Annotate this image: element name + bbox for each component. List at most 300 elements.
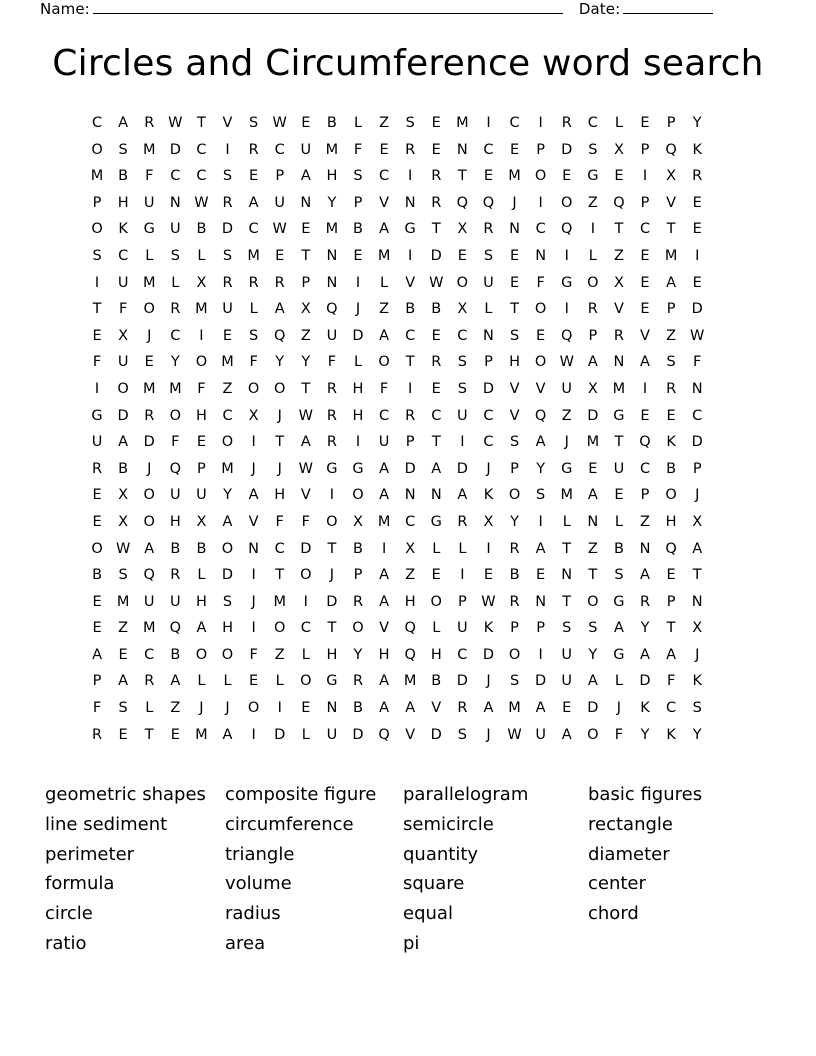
grid-cell[interactable]: M [221,460,234,477]
grid-cell[interactable]: H [509,354,520,371]
grid-cell[interactable]: E [562,168,572,185]
grid-cell[interactable]: X [196,274,207,291]
grid-cell[interactable]: W [194,194,209,211]
grid-cell[interactable]: O [352,620,364,637]
grid-cell[interactable]: B [170,646,181,663]
grid-cell[interactable]: H [274,487,286,504]
grid-cell[interactable]: H [430,646,442,663]
grid-cell[interactable]: E [692,194,702,211]
grid-cell[interactable]: Q [143,567,155,584]
grid-cell[interactable]: J [616,700,622,717]
grid-cell[interactable]: Z [379,115,390,131]
grid-cell[interactable]: K [483,487,494,504]
grid-cell[interactable]: R [405,407,416,424]
grid-cell[interactable]: B [196,221,207,238]
grid-cell[interactable]: D [430,247,442,264]
grid-cell[interactable]: L [145,700,154,717]
grid-cell[interactable]: F [353,141,363,158]
grid-cell[interactable]: M [508,168,521,185]
grid-cell[interactable]: E [249,168,259,185]
grid-cell[interactable]: O [143,513,155,530]
grid-cell[interactable]: S [118,141,128,158]
grid-cell[interactable]: I [251,620,256,637]
grid-cell[interactable]: X [300,301,311,318]
grid-cell[interactable]: E [301,221,311,238]
grid-cell[interactable]: V [640,327,650,344]
grid-cell[interactable]: Q [273,327,286,344]
grid-cell[interactable]: X [196,513,207,530]
grid-cell[interactable]: I [538,646,543,663]
grid-cell[interactable]: J [277,460,282,477]
grid-cell[interactable]: M [142,141,156,158]
grid-cell[interactable]: B [92,567,103,584]
grid-cell[interactable]: G [143,221,155,238]
grid-cell[interactable]: A [248,194,259,211]
grid-cell[interactable]: U [91,434,103,451]
grid-cell[interactable]: C [405,513,416,530]
grid-cell[interactable]: R [274,274,285,291]
grid-cell[interactable]: N [326,274,338,291]
grid-cell[interactable]: A [222,513,233,530]
grid-cell[interactable]: Y [275,354,285,371]
grid-cell[interactable]: B [353,221,363,238]
grid-cell[interactable]: O [247,380,260,397]
grid-cell[interactable]: L [301,646,310,663]
grid-cell[interactable]: Z [613,247,624,264]
grid-cell[interactable]: S [588,141,598,158]
grid-cell[interactable]: N [561,567,573,584]
grid-cell[interactable]: H [665,513,677,530]
word-list-item[interactable]: line sediment [45,813,168,835]
grid-cell[interactable]: O [221,540,234,557]
grid-cell[interactable]: V [405,274,416,291]
grid-cell[interactable]: A [92,646,102,663]
grid-cell[interactable]: E [301,700,311,717]
grid-cell[interactable]: I [460,567,465,584]
grid-cell[interactable]: B [509,567,520,584]
grid-cell[interactable]: E [509,141,520,158]
grid-cell[interactable]: R [352,673,364,690]
grid-cell[interactable]: L [145,247,154,264]
grid-cell[interactable]: P [536,620,546,637]
grid-cell[interactable]: V [379,194,390,211]
grid-cell[interactable]: A [379,567,390,584]
grid-cell[interactable]: D [587,407,599,424]
grid-cell[interactable]: R [431,194,442,211]
grid-cell[interactable]: A [248,487,259,504]
grid-cell[interactable]: I [538,115,543,131]
grid-cell[interactable]: U [170,221,181,238]
grid-cell[interactable]: T [405,354,415,371]
grid-cell[interactable]: C [170,168,181,185]
grid-cell[interactable]: N [404,194,416,211]
grid-cell[interactable]: Y [640,620,650,637]
grid-cell[interactable]: A [561,726,572,743]
grid-cell[interactable]: R [222,194,233,211]
grid-cell[interactable]: G [352,460,364,477]
grid-cell[interactable]: M [90,168,104,185]
grid-cell[interactable]: N [613,354,625,371]
grid-cell[interactable]: K [692,673,702,690]
grid-cell[interactable]: B [170,540,181,557]
grid-cell[interactable]: V [509,407,520,424]
grid-cell[interactable]: X [457,301,468,318]
grid-cell[interactable]: R [613,327,624,344]
grid-cell[interactable]: T [457,168,467,185]
grid-cell[interactable]: Q [665,141,677,158]
word-list-item[interactable]: parallelogram [403,784,529,805]
grid-cell[interactable]: B [405,301,416,318]
grid-cell[interactable]: Y [223,487,232,504]
grid-cell[interactable]: E [222,327,233,344]
grid-cell[interactable]: C [483,407,494,424]
grid-cell[interactable]: H [352,407,364,424]
grid-cell[interactable]: T [92,301,102,318]
grid-cell[interactable]: A [300,168,311,185]
grid-cell[interactable]: J [486,726,491,743]
grid-cell[interactable]: M [247,247,260,264]
grid-cell[interactable]: V [535,380,546,397]
grid-cell[interactable]: P [510,620,519,637]
grid-cell[interactable]: T [196,115,206,131]
grid-cell[interactable]: F [614,726,624,743]
grid-cell[interactable]: O [300,673,312,690]
grid-cell[interactable]: E [692,274,702,291]
grid-cell[interactable]: M [169,380,182,397]
grid-cell[interactable]: N [326,700,338,717]
grid-cell[interactable]: J [277,407,282,424]
grid-cell[interactable]: O [91,141,103,158]
grid-cell[interactable]: Y [640,726,650,743]
grid-cell[interactable]: G [587,168,599,185]
grid-cell[interactable]: O [508,646,521,663]
grid-cell[interactable]: R [666,380,677,397]
grid-cell[interactable]: E [483,168,494,185]
grid-cell[interactable]: I [251,434,256,451]
grid-cell[interactable]: R [561,115,572,131]
grid-cell[interactable]: E [431,141,441,158]
grid-cell[interactable]: I [642,168,648,185]
grid-cell[interactable]: O [117,380,129,397]
grid-cell[interactable]: J [251,460,256,477]
grid-cell[interactable]: G [561,460,573,477]
grid-cell[interactable]: P [301,274,311,291]
grid-cell[interactable]: A [535,540,546,557]
grid-cell[interactable]: M [456,115,469,131]
grid-cell[interactable]: C [457,327,468,344]
grid-cell[interactable]: O [508,487,521,504]
grid-cell[interactable]: V [431,700,442,717]
grid-cell[interactable]: U [170,593,181,610]
grid-cell[interactable]: B [196,540,207,557]
grid-cell[interactable]: Y [327,194,337,211]
grid-cell[interactable]: R [405,141,416,158]
grid-cell[interactable]: O [91,540,103,557]
word-list-item[interactable]: circle [45,903,93,925]
grid-cell[interactable]: C [144,646,155,663]
grid-cell[interactable]: X [692,513,703,530]
grid-cell[interactable]: E [640,407,650,424]
grid-cell[interactable]: Z [561,407,572,424]
grid-cell[interactable]: Z [587,540,598,557]
grid-cell[interactable]: R [639,593,651,610]
grid-cell[interactable]: K [640,700,650,717]
word-list-item[interactable]: semicircle [403,813,494,835]
grid-cell[interactable]: J [199,700,204,717]
grid-cell[interactable]: C [457,646,468,663]
grid-cell[interactable]: E [170,726,180,743]
grid-cell[interactable]: O [326,513,338,530]
grid-cell[interactable]: S [483,247,494,264]
grid-cell[interactable]: Q [665,540,677,557]
grid-cell[interactable]: Q [404,620,416,637]
grid-cell[interactable]: U [143,593,155,610]
grid-cell[interactable]: X [248,407,259,424]
grid-cell[interactable]: Q [639,434,651,451]
grid-cell[interactable]: O [169,407,182,424]
grid-cell[interactable]: Q [169,460,182,477]
grid-cell[interactable]: D [352,327,364,344]
grid-cell[interactable]: A [144,540,155,557]
word-list-item[interactable]: diameter [588,843,670,865]
grid-cell[interactable]: X [692,620,703,637]
grid-cell[interactable]: S [614,567,624,584]
grid-cell[interactable]: T [614,221,624,238]
grid-cell[interactable]: U [117,354,129,371]
grid-cell[interactable]: N [300,194,312,211]
grid-cell[interactable]: L [197,247,206,264]
grid-cell[interactable]: R [587,301,598,318]
grid-cell[interactable]: L [197,673,206,690]
grid-cell[interactable]: C [535,221,546,238]
grid-cell[interactable]: S [509,673,520,690]
grid-cell[interactable]: C [379,168,390,185]
grid-cell[interactable]: J [695,487,700,504]
grid-cell[interactable]: E [431,380,441,397]
grid-cell[interactable]: E [640,115,650,131]
grid-cell[interactable]: A [535,700,546,717]
grid-cell[interactable]: G [430,513,442,530]
word-list-item[interactable]: rectangle [588,813,673,835]
grid-cell[interactable]: F [327,354,337,371]
grid-cell[interactable]: I [355,274,361,291]
grid-cell[interactable]: T [431,434,441,451]
grid-cell[interactable]: E [92,513,102,530]
grid-cell[interactable]: A [118,673,129,690]
grid-cell[interactable]: B [666,460,677,477]
grid-cell[interactable]: L [614,513,623,530]
grid-cell[interactable]: F [693,354,702,371]
grid-cell[interactable]: I [329,487,335,504]
grid-cell[interactable]: E [379,141,389,158]
grid-cell[interactable]: G [326,673,338,690]
grid-cell[interactable]: R [483,221,494,238]
grid-cell[interactable]: I [303,593,308,610]
grid-cell[interactable]: D [404,460,416,477]
grid-cell[interactable]: U [222,301,233,318]
grid-cell[interactable]: M [142,620,156,637]
grid-cell[interactable]: Z [640,513,650,530]
grid-cell[interactable]: V [379,620,390,637]
grid-cell[interactable]: N [587,513,599,530]
grid-cell[interactable]: W [481,593,496,610]
grid-cell[interactable]: O [587,593,599,610]
grid-cell[interactable]: G [404,221,416,238]
grid-cell[interactable]: I [408,380,413,397]
grid-cell[interactable]: R [326,407,337,424]
grid-cell[interactable]: X [353,513,363,530]
grid-cell[interactable]: R [248,274,259,291]
grid-cell[interactable]: S [222,247,233,264]
grid-cell[interactable]: P [666,115,676,131]
grid-cell[interactable]: S [222,593,233,610]
grid-cell[interactable]: X [587,380,598,397]
grid-cell[interactable]: A [692,540,703,557]
grid-cell[interactable]: L [197,567,206,584]
grid-cell[interactable]: W [298,460,313,477]
name-write-line[interactable] [93,13,563,14]
grid-cell[interactable]: A [457,487,468,504]
grid-cell[interactable]: D [326,593,338,610]
grid-cell[interactable]: Y [692,726,702,743]
grid-cell[interactable]: J [695,646,700,663]
grid-cell[interactable]: Z [274,646,285,663]
grid-cell[interactable]: E [431,327,441,344]
grid-cell[interactable]: S [457,354,467,371]
grid-cell[interactable]: P [666,301,676,318]
grid-cell[interactable]: F [666,673,676,690]
grid-cell[interactable]: C [639,221,651,238]
grid-cell[interactable]: E [692,221,702,238]
grid-cell[interactable]: J [147,460,152,477]
word-search-grid[interactable] [84,110,736,748]
grid-cell[interactable]: Y [588,646,598,663]
grid-cell[interactable]: S [118,700,128,717]
grid-cell[interactable]: U [561,673,573,690]
grid-cell[interactable]: X [666,168,677,185]
grid-cell[interactable]: O [534,168,547,185]
grid-cell[interactable]: I [381,540,387,557]
grid-cell[interactable]: T [510,301,519,318]
grid-cell[interactable]: B [326,115,337,131]
grid-cell[interactable]: A [379,460,390,477]
grid-cell[interactable]: R [431,168,442,185]
grid-cell[interactable]: J [355,301,361,318]
grid-cell[interactable]: Z [587,194,598,211]
grid-cell[interactable]: Q [534,407,547,424]
grid-cell[interactable]: P [692,460,702,477]
word-list-item[interactable]: equal [403,903,453,925]
grid-cell[interactable]: I [460,434,465,451]
grid-cell[interactable]: L [353,354,363,371]
grid-cell[interactable]: C [91,115,103,131]
grid-cell[interactable]: O [561,194,573,211]
grid-cell[interactable]: G [91,407,103,424]
grid-cell[interactable]: W [429,274,444,291]
word-list-item[interactable]: formula [45,873,115,895]
grid-cell[interactable]: X [457,221,468,238]
grid-cell[interactable]: S [457,380,467,397]
grid-cell[interactable]: L [588,247,597,264]
grid-cell[interactable]: I [408,247,413,264]
grid-cell[interactable]: D [143,434,155,451]
grid-cell[interactable]: E [196,434,206,451]
grid-cell[interactable]: U [326,327,338,344]
grid-cell[interactable]: B [431,673,442,690]
grid-cell[interactable]: C [274,540,285,557]
grid-cell[interactable]: O [221,646,234,663]
grid-cell[interactable]: F [145,168,154,185]
grid-cell[interactable]: V [300,487,311,504]
grid-cell[interactable]: E [144,354,154,371]
word-list-item[interactable]: pi [403,932,420,954]
grid-cell[interactable]: U [378,434,390,451]
grid-cell[interactable]: E [640,247,650,264]
grid-cell[interactable]: B [118,460,129,477]
grid-cell[interactable]: M [221,354,234,371]
grid-cell[interactable]: O [195,646,208,663]
grid-cell[interactable]: T [144,726,154,743]
grid-cell[interactable]: T [275,567,285,584]
grid-cell[interactable]: X [118,487,129,504]
grid-cell[interactable]: I [486,115,491,131]
grid-cell[interactable]: V [405,726,416,743]
grid-cell[interactable]: K [666,434,676,451]
grid-cell[interactable]: S [405,115,415,131]
grid-cell[interactable]: D [482,646,495,663]
grid-cell[interactable]: E [353,247,363,264]
grid-cell[interactable]: O [587,726,599,743]
grid-cell[interactable]: R [144,407,155,424]
grid-cell[interactable]: H [195,407,207,424]
grid-cell[interactable]: X [118,327,129,344]
grid-cell[interactable]: C [300,620,311,637]
grid-cell[interactable]: D [430,726,442,743]
grid-cell[interactable]: J [329,567,335,584]
grid-cell[interactable]: O [456,274,469,291]
grid-cell[interactable]: U [457,407,468,424]
word-list-item[interactable]: circumference [225,813,354,835]
grid-cell[interactable]: B [613,540,624,557]
grid-cell[interactable]: A [274,301,285,318]
grid-cell[interactable]: C [483,141,494,158]
grid-cell[interactable]: Z [379,301,390,318]
grid-cell[interactable]: R [326,380,337,397]
grid-cell[interactable]: T [614,434,624,451]
grid-cell[interactable]: E [92,620,102,637]
grid-cell[interactable]: N [691,593,703,610]
grid-cell[interactable]: W [298,407,313,424]
grid-cell[interactable]: J [147,327,152,344]
grid-cell[interactable]: U [326,726,338,743]
grid-cell[interactable]: E [509,274,520,291]
grid-cell[interactable]: H [326,168,338,185]
grid-cell[interactable]: F [536,274,545,291]
grid-cell[interactable]: Q [404,646,416,663]
grid-cell[interactable]: U [483,274,494,291]
grid-cell[interactable]: U [274,194,286,211]
grid-cell[interactable]: H [352,380,364,397]
grid-cell[interactable]: H [222,620,233,637]
grid-cell[interactable]: A [666,274,677,291]
grid-cell[interactable]: M [508,700,521,717]
grid-cell[interactable]: I [642,380,648,397]
grid-cell[interactable]: R [352,593,364,610]
grid-cell[interactable]: A [379,673,390,690]
grid-cell[interactable]: H [169,513,181,530]
grid-cell[interactable]: J [251,593,256,610]
grid-cell[interactable]: A [666,646,677,663]
